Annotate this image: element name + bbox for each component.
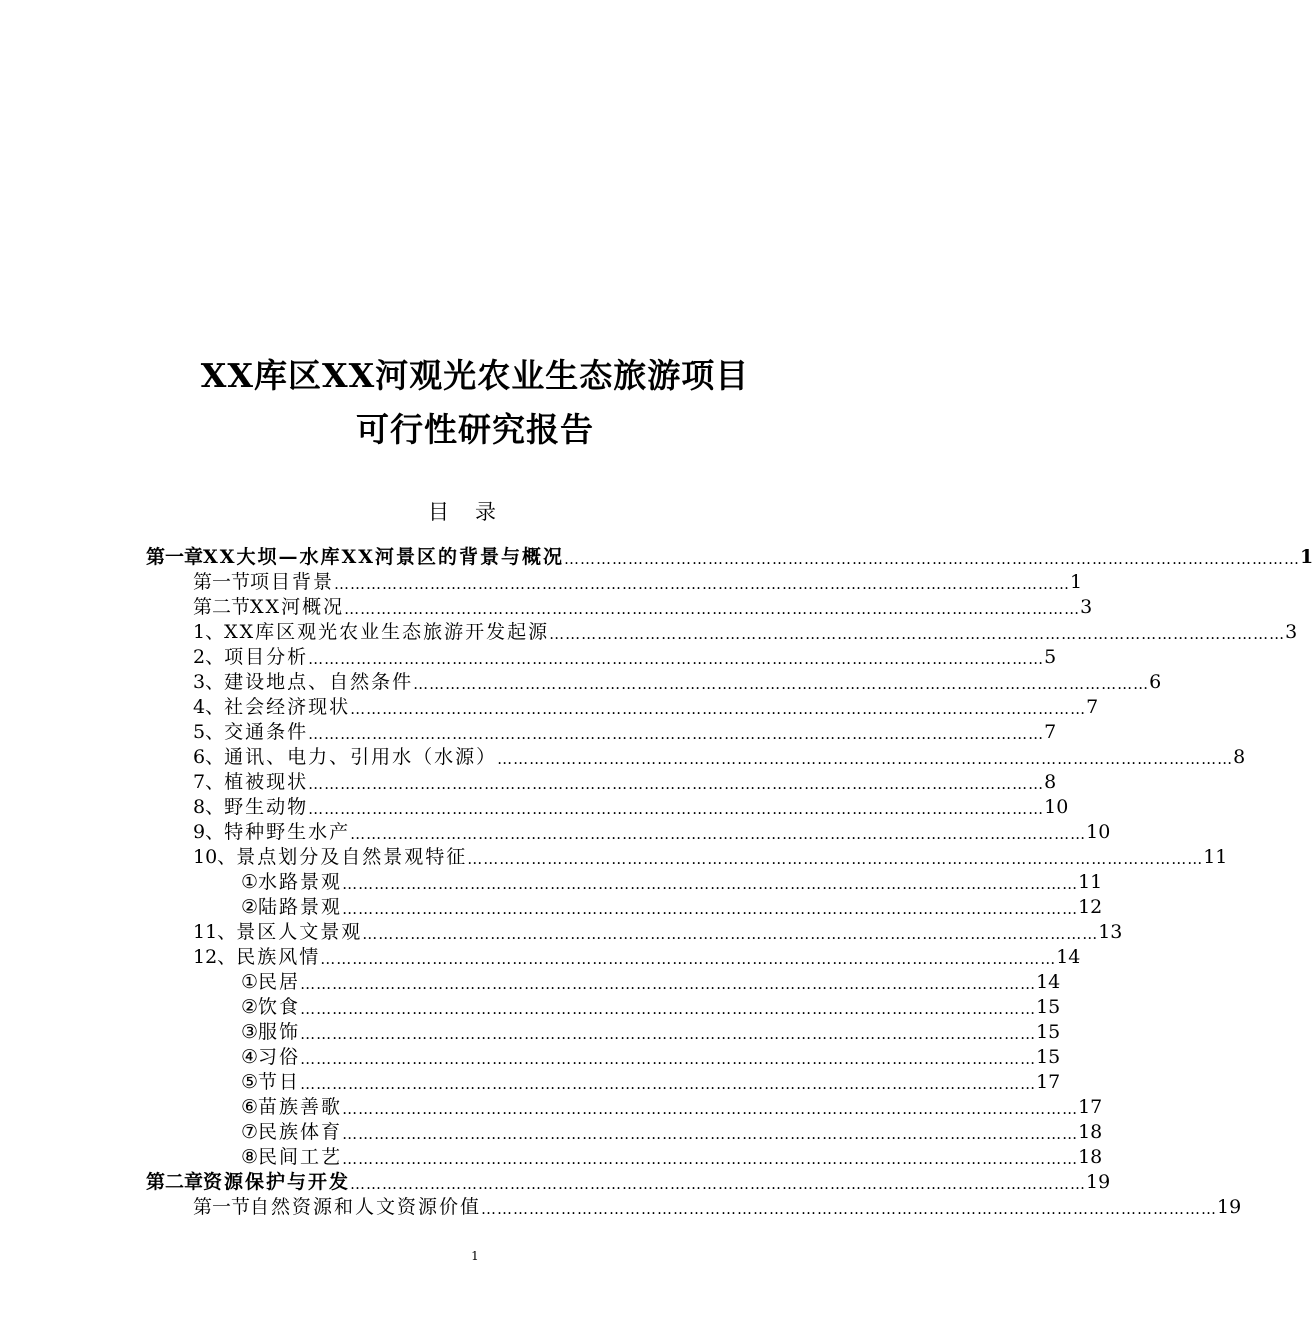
toc-entry-page: 8 [1233,746,1246,768]
toc-entry-number: 2、 [193,646,225,668]
toc-entry-page: 11 [1203,846,1228,868]
toc-leader-dots: ………………………………………………………………………………………………………………………… [300,1050,1037,1068]
toc-entry-number: ⑤ [241,1071,259,1093]
toc-entry-number: 第二节 [193,596,251,618]
toc-entry-item[interactable] [193,795,1069,820]
toc-entry-label: 节日 [258,1071,301,1093]
toc-leader-dots: ………………………………………………………………………………………………………………………… [350,700,1087,718]
toc-entry-number: 1、 [193,621,225,643]
toc-entry-number: 7、 [193,771,225,793]
page-number: 1 [471,1249,479,1263]
toc-entry-subitem[interactable] [241,1145,1103,1170]
toc-entry-label: 饮食 [258,996,301,1018]
toc-entry-item[interactable] [193,845,1228,870]
toc-entry-label: 建设地点、自然条件 [224,671,414,693]
toc-entry-label: 民间工艺 [258,1146,343,1168]
toc-leader-dots: ………………………………………………………………………………………………………………………… [342,1125,1079,1143]
toc-entry-number: 第一节 [193,1196,251,1218]
toc-entry-item[interactable] [193,645,1057,670]
toc-leader-dots: ………………………………………………………………………………………………………………………… [481,1200,1218,1218]
toc-entry-page: 3 [1285,621,1298,643]
toc-entry-label: 野生动物 [224,796,309,818]
toc-entry-number: ② [241,996,259,1018]
toc-entry-number: 6、 [193,746,225,768]
toc-leader-dots: ………………………………………………………………………………………………………………………… [413,675,1150,693]
toc-entry-label: 植被现状 [224,771,309,793]
toc-entry-subitem[interactable] [241,1045,1061,1070]
toc-entry-item[interactable] [193,670,1162,695]
toc-entry-label: XX库区观光农业生态旅游开发起源 [224,621,550,643]
toc-leader-dots: ………………………………………………………………………………………………………………………… [300,1000,1037,1018]
toc-entry-label: 民族风情 [236,946,321,968]
toc-entry-label: 陆路景观 [258,896,343,918]
toc-entry-label: 景区人文景观 [236,921,363,943]
toc-entry-page: 8 [1044,771,1057,793]
toc-leader-dots: ………………………………………………………………………………………………………………………… [362,925,1099,943]
toc-entry-label: 水路景观 [258,871,343,893]
toc-entry-label: 服饰 [258,1021,301,1043]
toc-entry-number: 10、 [193,846,237,868]
toc-leader-dots: ………………………………………………………………………………………………………………………… [334,575,1071,593]
toc-entry-page: 1 [1299,546,1313,568]
toc-entry-label: XX大坝—水库XX河景区的背景与概况 [203,546,564,568]
toc-leader-dots: ………………………………………………………………………………………………………………………… [497,750,1234,768]
toc-entry-number: 第二章 [146,1171,204,1193]
toc-leader-dots: ………………………………………………………………………………………………………………………… [549,625,1286,643]
toc-entry-page: 10 [1086,821,1111,843]
toc-leader-dots: ………………………………………………………………………………………………………………………… [350,1175,1087,1193]
toc-entry-chapter-1[interactable] [146,545,1313,570]
toc-entry-label: 通讯、电力、引用水（水源） [224,746,498,768]
toc-entry-item[interactable] [193,695,1099,720]
toc-leader-dots: ………………………………………………………………………………………………………………………… [300,975,1037,993]
toc-entry-number: 第一节 [193,571,251,593]
toc-leader-dots: ………………………………………………………………………………………………………………………… [300,1025,1037,1043]
toc-leader-dots: ………………………………………………………………………………………………………………………… [350,825,1087,843]
toc-entry-number: ⑥ [241,1096,259,1118]
toc-entry-section[interactable] [193,1195,1242,1220]
toc-entry-page: 15 [1036,1021,1061,1043]
toc-entry-subitem[interactable] [241,1095,1103,1120]
toc-entry-number: 9、 [193,821,225,843]
toc-entry-page: 14 [1036,971,1061,993]
toc-entry-item[interactable] [193,820,1111,845]
toc-leader-dots: ………………………………………………………………………………………………………………………… [342,1100,1079,1118]
toc-entry-page: 1 [1070,571,1083,593]
toc-entry-chapter-2[interactable] [146,1170,1111,1195]
toc-entry-number: ② [241,896,259,918]
toc-entry-page: 7 [1044,721,1057,743]
toc-leader-dots: ………………………………………………………………………………………………………………………… [308,725,1045,743]
toc-entry-page: 3 [1080,596,1093,618]
toc-entry-page: 15 [1036,996,1061,1018]
toc-entry-page: 19 [1217,1196,1242,1218]
toc-leader-dots: ………………………………………………………………………………………………………………………… [344,600,1081,618]
toc-entry-label: 项目背景 [250,571,335,593]
toc-entry-page: 18 [1078,1146,1103,1168]
toc-leader-dots: ………………………………………………………………………………………………………………………… [300,1075,1037,1093]
toc-entry-page: 15 [1036,1046,1061,1068]
toc-entry-label: 特种野生水产 [224,821,351,843]
toc-entry-label: 交通条件 [224,721,309,743]
toc-entry-label: 景点划分及自然景观特征 [236,846,468,868]
toc-heading: 目录 [428,500,522,524]
toc-entry-subitem[interactable] [241,870,1103,895]
toc-entry-label: 资源保护与开发 [203,1171,351,1193]
toc-entry-number: ⑧ [241,1146,259,1168]
toc-leader-dots: ………………………………………………………………………………………………………………………… [342,900,1079,918]
toc-entry-number: ① [241,871,259,893]
toc-entry-subitem[interactable] [241,1070,1061,1095]
toc-entry-number: 12、 [193,946,237,968]
toc-entry-label: 习俗 [258,1046,301,1068]
toc-entry-page: 19 [1086,1171,1111,1193]
toc-entry-number: ④ [241,1046,259,1068]
toc-entry-subitem[interactable] [241,970,1061,995]
toc-entry-number: 3、 [193,671,225,693]
document-title-line1: XX库区XX河观光农业生态旅游项目 [200,356,750,395]
toc-entry-label: 自然资源和人文资源价值 [250,1196,482,1218]
toc-entry-number: 11、 [193,921,237,943]
toc-entry-page: 10 [1044,796,1069,818]
toc-entry-page: 13 [1098,921,1123,943]
toc-entry-label: XX河概况 [250,596,345,618]
toc-entry-page: 6 [1149,671,1162,693]
toc-entry-page: 14 [1056,946,1081,968]
toc-leader-dots: ………………………………………………………………………………………………………………………… [342,1150,1079,1168]
toc-entry-number: ⑦ [241,1121,259,1143]
toc-entry-label: 民居 [258,971,301,993]
toc-entry-label: 项目分析 [224,646,309,668]
document-title-line2: 可行性研究报告 [356,410,594,449]
toc-leader-dots: ………………………………………………………………………………………………………………………… [563,550,1300,568]
toc-entry-subitem[interactable] [241,1120,1103,1145]
toc-entry-number: 5、 [193,721,225,743]
toc-leader-dots: ………………………………………………………………………………………………………………………… [467,850,1204,868]
toc-entry-item[interactable] [193,720,1057,745]
toc-entry-item[interactable] [193,920,1123,945]
toc-entry-page: 5 [1044,646,1057,668]
toc-entry-item[interactable] [193,770,1057,795]
toc-entry-item[interactable] [193,620,1298,645]
toc-leader-dots: ………………………………………………………………………………………………………………………… [308,650,1045,668]
toc-entry-number: 8、 [193,796,225,818]
toc-entry-subitem[interactable] [241,895,1103,920]
toc-entry-item[interactable] [193,945,1081,970]
toc-leader-dots: ………………………………………………………………………………………………………………………… [308,775,1045,793]
toc-entry-item[interactable] [193,745,1246,770]
toc-entry-page: 7 [1086,696,1099,718]
toc-leader-dots: ………………………………………………………………………………………………………………………… [308,800,1045,818]
toc-entry-page: 17 [1036,1071,1061,1093]
toc-entry-page: 11 [1078,871,1103,893]
toc-entry-number: 第一章 [146,546,204,568]
toc-entry-section[interactable] [193,570,1083,595]
toc-entry-section[interactable] [193,595,1093,620]
toc-entry-number: ③ [241,1021,259,1043]
toc-entry-number: 4、 [193,696,225,718]
toc-entry-page: 17 [1078,1096,1103,1118]
toc-entry-label: 社会经济现状 [224,696,351,718]
toc-leader-dots: ………………………………………………………………………………………………………………………… [342,875,1079,893]
toc-entry-page: 18 [1078,1121,1103,1143]
toc-entry-subitem[interactable] [241,995,1061,1020]
toc-entry-page: 12 [1078,896,1103,918]
toc-entry-subitem[interactable] [241,1020,1061,1045]
toc-entry-label: 苗族善歌 [258,1096,343,1118]
toc-leader-dots: ………………………………………………………………………………………………………………………… [320,950,1057,968]
toc-entry-number: ① [241,971,259,993]
toc-entry-label: 民族体育 [258,1121,343,1143]
